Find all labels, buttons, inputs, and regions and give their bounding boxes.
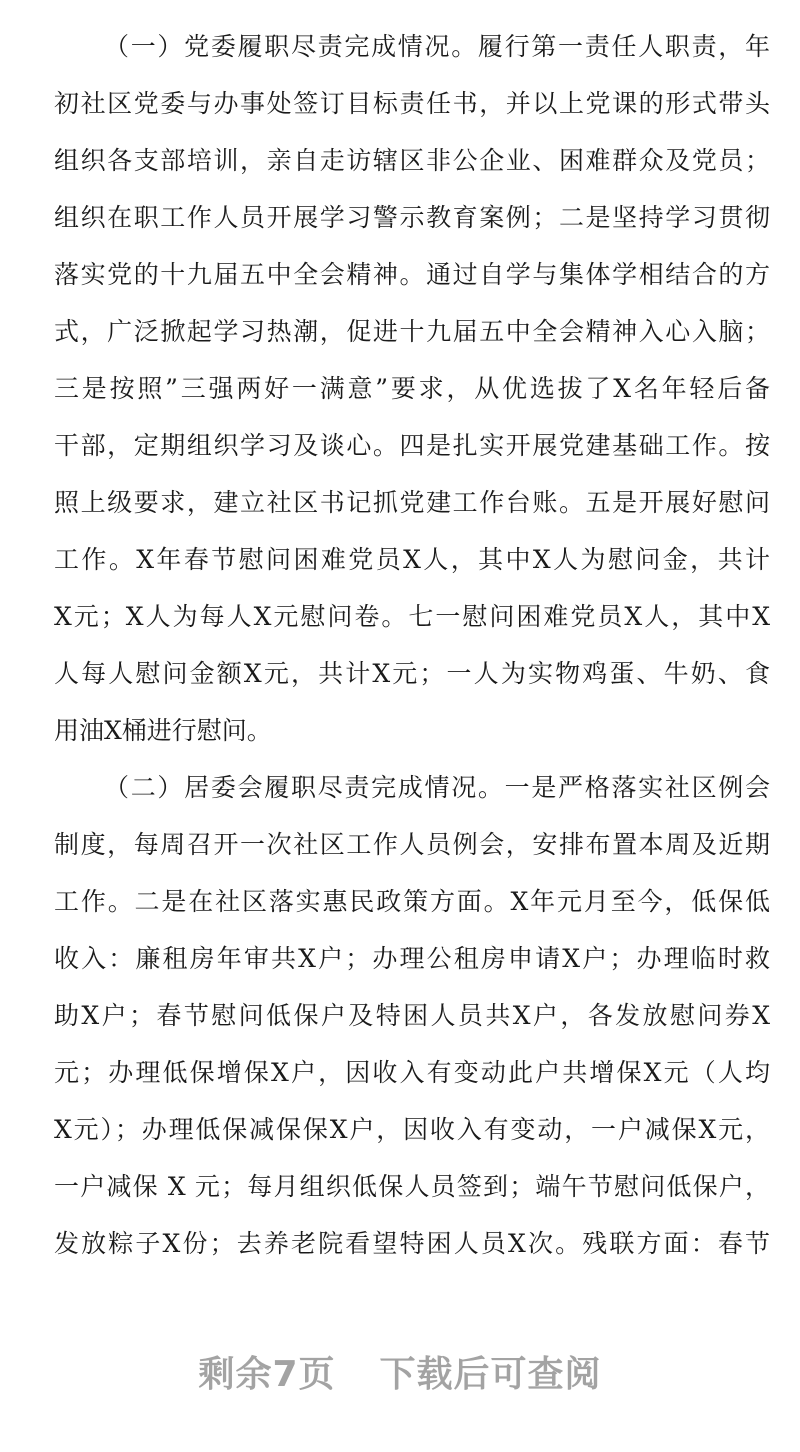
text-line: 干部，定期组织学习及谈心。四是扎实开展党建基础工作。按: [54, 431, 770, 460]
text-line: 照上级要求，建立社区书记抓党建工作台账。五是开展好慰问: [54, 488, 770, 517]
text-line: 式，广泛掀起学习热潮，促进十九届五中全会精神入心入脑；: [54, 317, 770, 346]
text-line: 组织在职工作人员开展学习警示教育案例；二是坚持学习贯彻: [54, 203, 770, 232]
text-line: 用油X桶进行慰问。: [54, 716, 272, 745]
download-to-view-label: 下载后可查阅: [379, 1354, 602, 1395]
text-line: 收入：廉租房年审共X户；办理公租房申请X户；办理临时救: [54, 944, 770, 973]
text-line: 发放粽子X份；去养老院看望特困人员X次。残联方面：春节: [54, 1229, 770, 1258]
text-line: 初社区党委与办事处签订目标责任书，并以上党课的形式带头: [54, 89, 770, 118]
text-line: 元；办理低保增保X户，因收入有变动此户共增保X元（人均: [54, 1058, 770, 1087]
text-line: X元；X人为每人X元慰问卷。七一慰问困难党员X人，其中X: [54, 602, 770, 631]
text-line: X元）；办理低保减保保X户，因收入有变动，一户减保X元，: [54, 1115, 770, 1144]
text-line: 助X户；春节慰问低保户及特困人员共X户，各发放慰问券X: [54, 1001, 770, 1030]
text-line: 制度，每周召开一次社区工作人员例会，安排布置本周及近期: [54, 830, 770, 859]
download-prompt[interactable]: [0, 1350, 800, 1400]
text-line: 人每人慰问金额X元，共计X元；一人为实物鸡蛋、牛奶、食: [54, 659, 770, 688]
text-line: 工作。X年春节慰问困难党员X人，其中X人为慰问金，共计: [54, 545, 770, 574]
remaining-pages-label: 剩余7页: [198, 1354, 336, 1395]
text-line: 工作。二是在社区落实惠民政策方面。X年元月至今，低保低: [54, 887, 770, 916]
text-line: 三是按照”三强两好一满意”要求，从优选拔了X名年轻后备: [54, 374, 770, 403]
text-line: 组织各支部培训，亲自走访辖区非公企业、困难群众及党员；: [54, 146, 770, 175]
text-line: 落实党的十九届五中全会精神。通过自学与集体学相结合的方: [54, 260, 770, 289]
text-line: （二）居委会履职尽责完成情况。一是严格落实社区例会: [104, 773, 770, 802]
text-line: （一）党委履职尽责完成情况。履行第一责任人职责，年: [104, 32, 770, 61]
text-line: 一户减保 X 元；每月组织低保人员签到；端午节慰问低保户，: [54, 1172, 770, 1201]
